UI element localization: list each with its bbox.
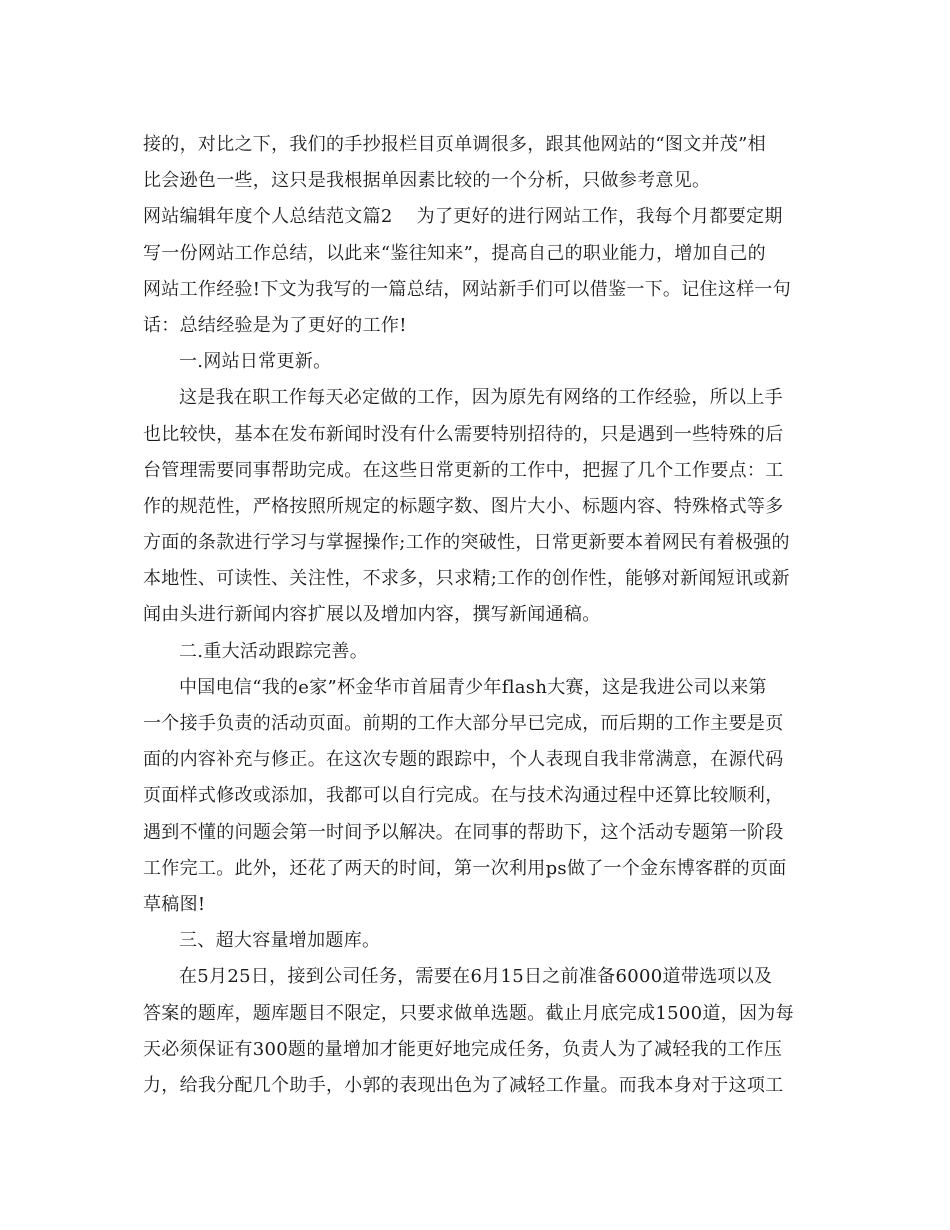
text-line: 页面样式修改或添加，我都可以自行完成。在与技术沟通过程中还算比较顺利， (143, 785, 784, 807)
text-line: 比会逊色一些，这只是我根据单因素比较的一个分析，只做参考意见。 (143, 170, 711, 192)
text-line-body: 为了更好的进行网站工作，我每个月都要定期 (416, 206, 783, 228)
text-line: 工作完工。此外，还花了两天的时间，第一次利用ps做了一个金东博客群的页面 (143, 857, 787, 879)
text-line: 方面的条款进行学习与掌握操作;工作的突破性，日常更新要本着网民有着极强的 (143, 532, 790, 554)
text-line: 接的，对比之下，我们的手抄报栏目页单调很多，跟其他网站的“图文并茂”相 (143, 134, 766, 155)
text-line: 本地性、可读性、关注性，不求多，只求精;工作的创作性，能够对新闻短讯或新 (143, 568, 790, 590)
text-line: 答案的题库，题库题目不限定，只要求做单选题。截止月底完成1500道，因为每 (143, 1002, 794, 1024)
section-heading: 三、超大容量增加题库。 (179, 930, 381, 952)
section-heading: 二.重大活动跟踪完善。 (179, 640, 369, 662)
text-line: 网站工作经验!下文为我写的一篇总结，网站新手们可以借鉴一下。记住这样一句 (143, 278, 792, 300)
text-line: 草稿图! (143, 893, 206, 915)
text-line: 遇到不懂的问题会第一时间予以解决。在同事的帮助下，这个活动专题第一阶段 (143, 821, 784, 843)
section-title: 网站编辑年度个人总结范文篇2 (143, 206, 393, 228)
text-line: 也比较快，基本在发布新闻时没有什么需要特别招待的，只是遇到一些特殊的后 (143, 423, 784, 445)
text-line: 写一份网站工作总结，以此来“鉴往知来”，提高自己的职业能力，增加自己的 (143, 242, 766, 264)
text-line: 力，给我分配几个助手，小郭的表现出色为了减轻工作量。而我本身对于这项工 (143, 1074, 784, 1096)
text-line: 面的内容补充与修正。在这次专题的跟踪中，个人表现自我非常满意，在源代码 (143, 749, 784, 771)
text-line: 一个接手负责的活动页面。前期的工作大部分早已完成，而后期的工作主要是页 (143, 713, 784, 734)
text-line: 中国电信“我的e家”杯金华市首届青少年flash大赛，这是我进公司以来第 (179, 676, 767, 698)
section-heading: 一.网站日常更新。 (179, 351, 332, 373)
text-line: 闻由头进行新闻内容扩展以及增加内容，撰写新闻通稿。 (143, 604, 601, 626)
text-line: 天必须保证有300题的量增加才能更好地完成任务，负责人为了减轻我的工作压 (143, 1038, 783, 1060)
text-line: 作的规范性，严格按照所规定的标题字数、图片大小、标题内容、特殊格式等多 (143, 495, 784, 517)
text-line: 台管理需要同事帮助完成。在这些日常更新的工作中，把握了几个工作要点：工 (143, 459, 784, 481)
text-line: 在5月25日，接到公司任务，需要在6月15日之前准备6000道带选项以及 (179, 966, 773, 988)
text-line: 这是我在职工作每天必定做的工作，因为原先有网络的工作经验，所以上手 (179, 387, 783, 409)
text-line-with-title (143, 199, 823, 235)
text-line: 话：总结经验是为了更好的工作! (143, 314, 407, 336)
document-body (143, 127, 823, 1104)
